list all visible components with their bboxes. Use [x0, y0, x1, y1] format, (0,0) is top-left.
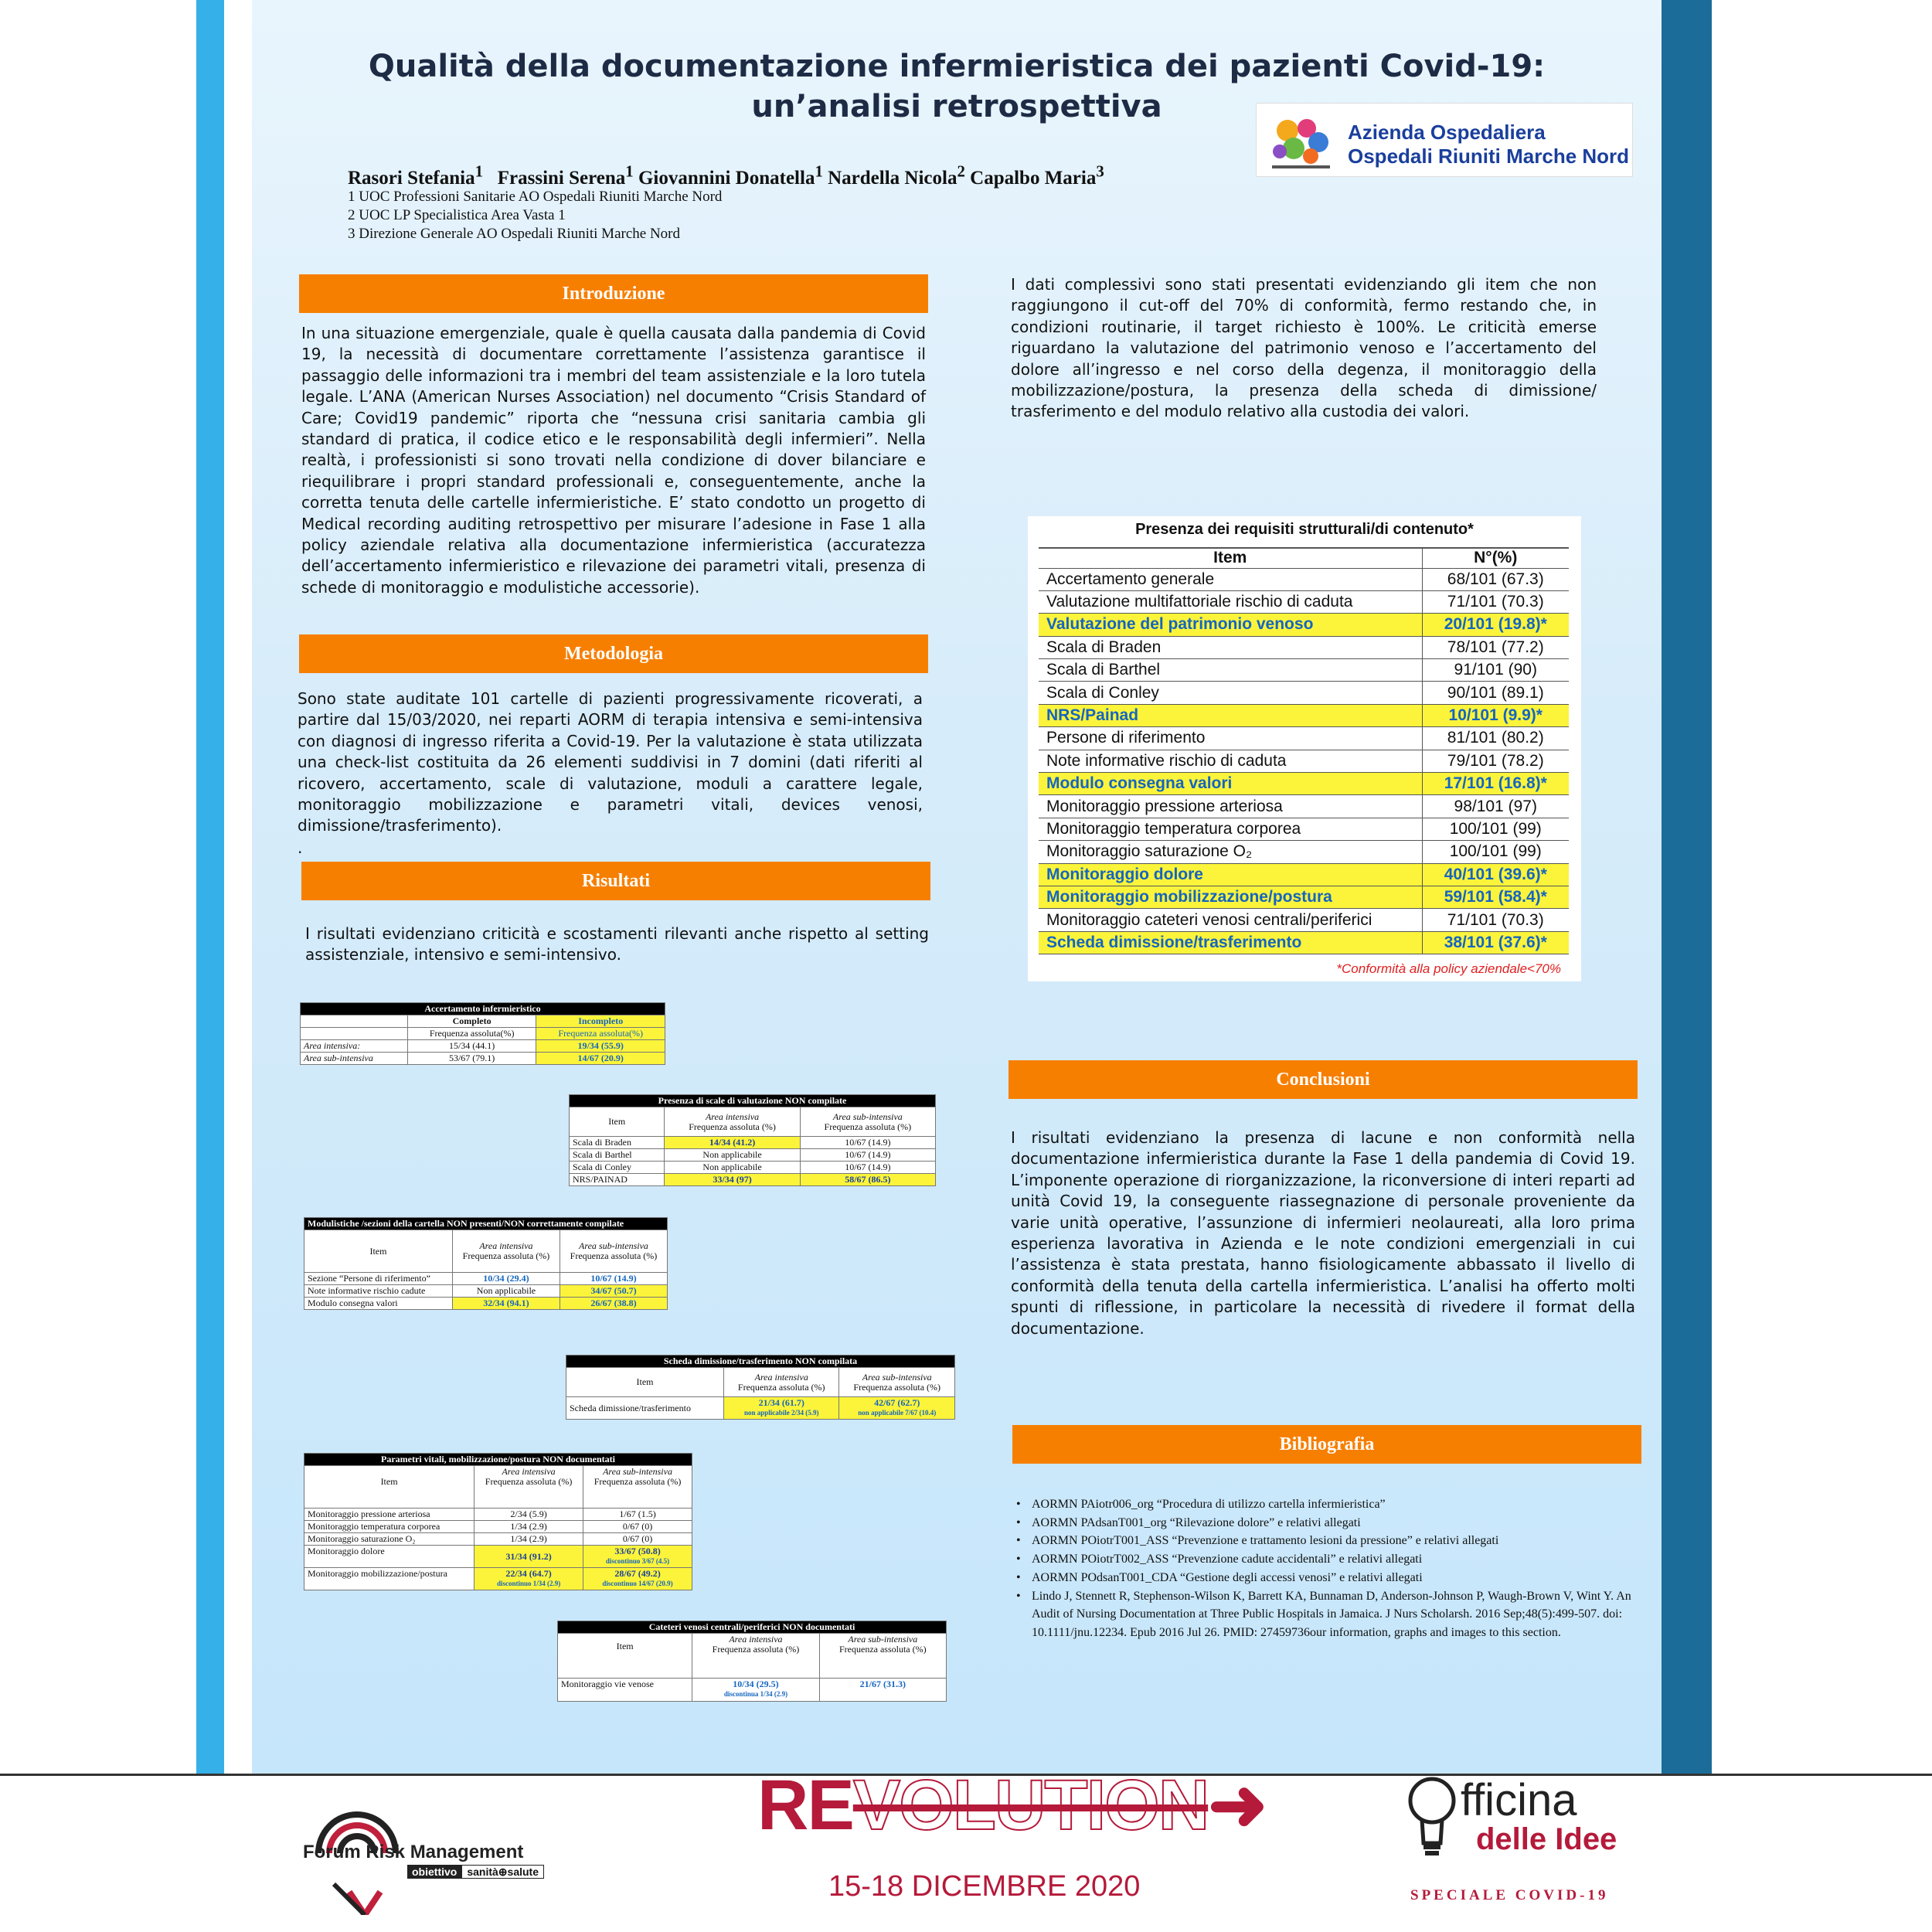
table-cell: 21/34 (61.7) [758, 1397, 804, 1408]
results-heading: Risultati [301, 862, 930, 900]
bibliography-item: • Lindo J, Stennett R, Stephenson-Wilson K, Barrett KA, Bunnaman D, Anderson-Johnson P, Waugh-Brown V, Wint Y. An Audit of Nursing Documentation at Three Public Hospitals in Jamaica. J Nurs Scholarsh. 2016 Sep;48(5):499-507. doi: 10.1111/jnu.12234. Epub 2016 Jul 26. PMID: 27459736our information, graphs and images to this section. [1016, 1587, 1642, 1642]
table-header: Area intensiva [479, 1240, 533, 1251]
table-row [304, 1298, 668, 1310]
requirements-row [1039, 659, 1569, 682]
table-cell: Scala di Braden [570, 1137, 665, 1149]
requirements-item: Scala di Barthel [1039, 659, 1422, 682]
conclusions-text: I risultati evidenziano la presenza di lacune e non conformità nella documentazione infermieristica durante la Fase 1 della pandemia di Covid 19. L’imponente operazione di riorganizzazione, la riconversione di interi reparti ad unità Covid 19, la conseguente riassegnazione di personale proveniente da varie unità operative, l’assunzione di infermieri neolaureati, alla loro prima esperienza lavorativa in Azienda e le note condizioni emergenziali in cui l’assistenza è stata prestata, hanno fisiologicamente abbassato il livello di conformità della tenuta della cartella infermieristica. L’analisi ha offerto molti spunti di riflessione, in particolare la necessità di rivedere il format della documentazione. [1011, 1128, 1635, 1338]
requirements-value: 100/101 (99) [1422, 841, 1569, 863]
poster-right-bar [1662, 0, 1712, 1774]
table-cell: 14/34 (41.2) [665, 1137, 800, 1149]
table-header: Frequenza assoluta (%) [594, 1476, 682, 1487]
table-cell: 1/34 (2.9) [474, 1533, 583, 1546]
requirements-value: 91/101 (90) [1422, 659, 1569, 682]
poster-left-bar [196, 0, 224, 1774]
event-dates: 15-18 DICEMBRE 2020 [828, 1870, 1141, 1903]
table-cateteri-venosi [557, 1621, 947, 1702]
requirements-item: Modulo consegna valori [1039, 773, 1422, 795]
requirements-item: Note informative rischio di caduta [1039, 750, 1422, 772]
lightbulb-icon [1406, 1774, 1461, 1866]
table-cell: 53/67 (79.1) [407, 1053, 536, 1065]
table-header: Frequenza assoluta (%) [737, 1381, 825, 1393]
table-row [304, 1568, 692, 1590]
table-cell: 21/67 (31.3) [819, 1679, 946, 1702]
table-row [570, 1162, 936, 1174]
revolution-logo [757, 1764, 1266, 1846]
table-cell [301, 1015, 408, 1028]
table-row [570, 1149, 936, 1162]
table-caption: Modulistiche /sezioni della cartella NON presenti/NON correttamente compilate [304, 1218, 668, 1230]
table-header: Frequenza assoluta (%) [839, 1644, 927, 1655]
requirements-item: Scala di Braden [1039, 636, 1422, 658]
table-cell-note: discontinuo 3/67 (4.5) [605, 1557, 670, 1565]
tagline-part: obiettivo [407, 1865, 461, 1879]
table-cell: 33/34 (97) [665, 1174, 800, 1186]
table-row [301, 1053, 665, 1065]
intro-heading: Introduzione [299, 274, 928, 313]
table-cell: 10/67 (14.9) [800, 1137, 935, 1149]
requirements-col-item: Item [1039, 548, 1422, 568]
revolution-logo-volution: VOLUTION [852, 1766, 1209, 1845]
requirements-value: 40/101 (39.6)* [1422, 863, 1569, 886]
table-row [304, 1273, 668, 1285]
tagline-part: sanità⊕salute [461, 1865, 544, 1879]
requirements-row [1039, 795, 1569, 818]
table-cell: Monitoraggio temperatura corporea [304, 1521, 474, 1533]
table-header: Area intensiva [729, 1634, 783, 1645]
requirements-table-title: Presenza dei requisiti strutturali/di contenuto* [1135, 521, 1474, 538]
requirements-item: Scala di Conley [1039, 682, 1422, 704]
table-cell: Monitoraggio vie venose [558, 1679, 692, 1702]
table-cell: 31/34 (91.2) [474, 1546, 583, 1568]
table-modulistiche [304, 1217, 668, 1310]
table-row [304, 1509, 692, 1521]
requirements-item: Persone di riferimento [1039, 727, 1422, 750]
table-header: Incompleto [536, 1015, 665, 1028]
requirements-row [1039, 750, 1569, 772]
table-cell: 10/34 (29.4) [452, 1273, 560, 1285]
requirements-item: NRS/Painad [1039, 704, 1422, 726]
table-header: Item [304, 1466, 474, 1509]
affiliation: 3 Direzione Generale AO Ospedali Riuniti Marche Nord [348, 226, 681, 242]
requirements-item: Monitoraggio cateteri venosi centrali/periferici [1039, 909, 1422, 931]
table-cell: 0/67 (0) [583, 1533, 692, 1546]
table-header: Completo [407, 1015, 536, 1028]
requirements-value: 100/101 (99) [1422, 818, 1569, 840]
table-cell: Scala di Conley [570, 1162, 665, 1174]
table-cell: 15/34 (44.1) [407, 1040, 536, 1053]
table-header: Frequenza assoluta (%) [824, 1121, 912, 1132]
bibliography-item: • AORMN PAiotr006_org “Procedura di utilizzo cartella infermieristica” [1016, 1495, 1642, 1514]
table-row [304, 1533, 692, 1546]
conclusions-heading: Conclusioni [1009, 1060, 1638, 1099]
requirements-row [1039, 590, 1569, 613]
officina-logo-line1: fficina [1461, 1775, 1577, 1825]
table-cell: 19/34 (55.9) [536, 1040, 665, 1053]
requirements-value: 81/101 (80.2) [1422, 727, 1569, 750]
table-accertamento [300, 1002, 665, 1065]
title-line-2: un’analisi retrospettiva [751, 89, 1162, 124]
table-cell [301, 1028, 408, 1040]
table-cell: Modulo consegna valori [304, 1298, 453, 1310]
requirements-item: Monitoraggio mobilizzazione/postura [1039, 886, 1422, 908]
table-parametri-vitali [304, 1453, 692, 1590]
requirements-row [1039, 568, 1569, 590]
table-header: Frequenza assoluta (%) [462, 1250, 550, 1261]
table-header: Item [304, 1230, 453, 1273]
requirements-row [1039, 773, 1569, 795]
author-list [348, 162, 1104, 189]
table-cell: Area sub-intensiva [301, 1053, 408, 1065]
requirements-row [1039, 863, 1569, 886]
bibliography-list [1016, 1495, 1642, 1642]
table-caption: Accertamento infermieristico [301, 1003, 665, 1015]
table-cell: 42/67 (62.7) [874, 1397, 920, 1408]
requirements-value: 71/101 (70.3) [1422, 590, 1569, 613]
requirements-value: 79/101 (78.2) [1422, 750, 1569, 772]
revolution-logo-re: RE [757, 1766, 853, 1845]
table-cell-note: discontinuo 1/34 (2.9) [496, 1580, 561, 1587]
table-cell: 28/67 (49.2) [614, 1568, 661, 1579]
table-cell: Non applicabile [665, 1149, 800, 1162]
table-cell: 58/67 (86.5) [800, 1174, 935, 1186]
table-caption: Presenza di scale di valutazione NON compilate [570, 1095, 936, 1107]
affiliation: 1 UOC Professioni Sanitarie AO Ospedali Riuniti Marche Nord [348, 189, 723, 205]
requirements-value: 90/101 (89.1) [1422, 682, 1569, 704]
table-cell: 32/34 (94.1) [452, 1298, 560, 1310]
officina-logo-line3: SPECIALE COVID-19 [1410, 1887, 1609, 1903]
table-cell: Monitoraggio dolore [304, 1546, 474, 1568]
table-cell: Non applicabile [665, 1162, 800, 1174]
requirements-value: 78/101 (77.2) [1422, 636, 1569, 658]
table-header: Item [558, 1634, 692, 1679]
table-header: Item [566, 1368, 724, 1397]
requirements-item: Accertamento generale [1039, 568, 1422, 590]
table-header: Area sub-intensiva [848, 1634, 918, 1645]
table-cell: 14/67 (20.9) [536, 1053, 665, 1065]
table-row [558, 1679, 947, 1702]
table-caption: Cateteri venosi centrali/periferici NON documentati [558, 1621, 947, 1634]
author: Frassini Serena$^1$ [497, 162, 634, 189]
requirements-row [1039, 841, 1569, 863]
bibliography-heading: Bibliografia [1012, 1425, 1641, 1464]
requirements-value: 20/101 (19.8)* [1422, 614, 1569, 636]
requirements-row [1039, 886, 1569, 908]
table-cell: 10/67 (14.9) [560, 1273, 667, 1285]
table-caption: Scheda dimissione/trasferimento NON compilata [566, 1355, 955, 1368]
affiliation: 2 UOC LP Specialistica Area Vasta 1 [348, 207, 566, 223]
logo-line-2: Ospedali Riuniti Marche Nord [1348, 145, 1630, 168]
requirements-row [1039, 818, 1569, 840]
table-cell: Monitoraggio pressione arteriosa [304, 1509, 474, 1521]
table-header: Area intensiva [705, 1111, 760, 1122]
table-caption: Parametri vitali, mobilizzazione/postura NON documentati [304, 1454, 692, 1466]
officina-logo-line2: delle Idee [1476, 1822, 1617, 1856]
author: Rasori Stefania$^1$ [348, 162, 483, 189]
table-cell: Scheda dimissione/trasferimento [566, 1397, 724, 1420]
table-cell: 0/67 (0) [583, 1521, 692, 1533]
requirements-value: 59/101 (58.4)* [1422, 886, 1569, 908]
table-cell-note: discontinuo 14/67 (20.9) [602, 1580, 673, 1587]
author: Giovannini Donatella$^1$ [638, 162, 823, 189]
table-header: Item [570, 1107, 665, 1137]
requirements-row [1039, 614, 1569, 636]
table-cell: 10/34 (29.5) [733, 1679, 779, 1689]
table-header: Area sub-intensiva [603, 1466, 672, 1477]
table-cell-note: non applicabile 7/67 (10.4) [858, 1409, 937, 1417]
requirements-row [1039, 704, 1569, 726]
table-row [566, 1397, 955, 1420]
table-cell: Area intensiva: [301, 1040, 408, 1053]
table-cell: 26/67 (38.8) [560, 1298, 667, 1310]
forum-risk-management-tagline [407, 1866, 544, 1879]
hospital-logo [1256, 103, 1633, 177]
table-row [301, 1040, 665, 1053]
requirements-value: 68/101 (67.3) [1422, 568, 1569, 590]
table-header: Frequenza assoluta (%) [712, 1644, 800, 1655]
logo-line-1: Azienda Ospedaliera [1348, 121, 1546, 144]
requirements-item: Monitoraggio dolore [1039, 863, 1422, 886]
table-header: Frequenza assoluta(%) [536, 1028, 665, 1040]
hospital-logo-icon [1264, 111, 1338, 170]
table-header: Frequenza assoluta (%) [485, 1476, 573, 1487]
hospital-logo-text [1348, 121, 1629, 168]
table-header: Frequenza assoluta (%) [570, 1250, 658, 1261]
methods-dot: . [298, 838, 303, 857]
requirements-item: Monitoraggio saturazione O₂ [1039, 841, 1422, 863]
requirements-table [1039, 547, 1569, 954]
table-cell: 22/34 (64.7) [505, 1568, 552, 1579]
requirements-row [1039, 682, 1569, 704]
table-cell: 10/67 (14.9) [800, 1149, 935, 1162]
table-cell: Monitoraggio mobilizzazione/postura [304, 1568, 474, 1590]
requirements-value: 38/101 (37.6)* [1422, 931, 1569, 954]
requirements-item: Valutazione multifattoriale rischio di caduta [1039, 590, 1422, 613]
bibliography-item: • AORMN POdsanT001_CDA “Gestione degli accessi venosi” e relativi allegati [1016, 1569, 1642, 1587]
intro-text: In una situazione emergenziale, quale è quella causata dalla pandemia di Covid 19, la necessità di documentare correttamente l’assistenza garantisce il passaggio delle informazioni tra i membri del team assistenziale e la loro tutela legale. L’ANA (American Nurses Association) nel documento “Crisis Standard of Care; Covid19 pandemic” riporta che “nessuna crisi sanitaria cambia gli standard di pratica, il codice etico e le responsabilità degli infermieri”. Nella realtà, i professionisti si sono trovati nella condizione di dover bilanciare e riequilibrare i propri standard professionali e, conseguentemente, anche la corretta tenuta delle cartelle infermieristiche. E’ stato condotto un progetto di Medical recording auditing retrospettivo per misurare l’adesione in Fase 1 alla policy aziendale relativa alla documentazione infermieristica (accuratezza dell’accertamento infermieristico e rilevazione dei parametri vitali, presenza di schede di monitoraggio e modulistiche accessorie). [301, 324, 926, 597]
requirements-row [1039, 636, 1569, 658]
table-cell: 34/67 (50.7) [560, 1285, 667, 1298]
table-row [304, 1285, 668, 1298]
table-cell: 2/34 (5.9) [474, 1509, 583, 1521]
table-cell: 33/67 (50.8) [614, 1546, 661, 1556]
table-cell: Scala di Barthel [570, 1149, 665, 1162]
table-cell: 1/34 (2.9) [474, 1521, 583, 1533]
table-row [570, 1174, 936, 1186]
table-cell: Monitoraggio saturazione O₂ [304, 1533, 474, 1546]
requirements-value: 71/101 (70.3) [1422, 909, 1569, 931]
table-cell: NRS/PAINAD [570, 1174, 665, 1186]
bibliography-item: • AORMN PAdsanT001_org “Rilevazione dolore” e relativi allegati [1016, 1514, 1642, 1532]
data-summary-text: I dati complessivi sono stati presentati evidenziando gli item che non raggiungono il cut-off del 70% di conformità, fermo restando che, in condizioni routinarie, il target richiesto è 100%. Le criticità emerse riguardano la valutazione del patrimonio venoso e l’accertamento del dolore all’ingresso e nel corso della degenza, il monitoraggio della mobilizzazione/postura, la presenza della scheda di dimissione/ trasferimento e del modulo relativo alla custodia dei valori. [1011, 275, 1597, 421]
methods-text: Sono state auditate 101 cartelle di pazienti progressivamente ricoverati, a partire dal 15/03/2020, nei reparti AORM di terapia intensiva e semi-intensiva con diagnosi di ingresso riferita a Covid-19. Per la valutazione è stata utilizzata una check-list costituita da 26 elementi suddivisi in 7 domini (dati riferiti al ricovero, accertamento, scale di valutazione, moduli a carattere legale, monitoraggio mobilizzazione e parametri vitali, devices venosi, dimissione/trasferimento). [298, 689, 923, 835]
requirements-value: 10/101 (9.9)* [1422, 704, 1569, 726]
requirements-item: Scheda dimissione/trasferimento [1039, 931, 1422, 954]
requirements-row [1039, 727, 1569, 750]
title-line-1: Qualità della documentazione infermieristica dei pazienti Covid-19: [368, 49, 1546, 84]
table-header: Frequenza assoluta (%) [689, 1121, 776, 1132]
table-header: Frequenza assoluta (%) [853, 1381, 941, 1393]
table-scheda-dimissione [566, 1355, 955, 1420]
bibliography-item: • AORMN POiotrT002_ASS “Prevenzione cadute accidentali” e relativi allegati [1016, 1550, 1642, 1569]
methods-heading: Metodologia [299, 634, 928, 673]
table-cell: 10/67 (14.9) [800, 1162, 935, 1174]
requirements-row [1039, 931, 1569, 954]
bibliography-item: • AORMN POiotrT001_ASS “Prevenzione e trattamento lesioni da pressione” e relativi allegati [1016, 1532, 1642, 1550]
requirements-note: *Conformità alla policy aziendale<70% [1336, 961, 1561, 976]
table-row [570, 1137, 936, 1149]
requirements-value: 98/101 (97) [1422, 795, 1569, 818]
results-text: I risultati evidenziano criticità e scostamenti rilevanti anche rispetto al setting assistenziale, intensivo e semi-intensivo. [305, 924, 929, 964]
poster-left-border [0, 0, 224, 1774]
table-row [304, 1546, 692, 1568]
requirements-col-value: N°(%) [1422, 548, 1569, 568]
requirements-item: Monitoraggio temperatura corporea [1039, 818, 1422, 840]
arrow-right-icon: ➜ [1208, 1766, 1267, 1845]
requirements-item: Valutazione del patrimonio venoso [1039, 614, 1422, 636]
table-cell: 1/67 (1.5) [583, 1509, 692, 1521]
author: Nardella Nicola$^2$ [828, 162, 965, 189]
table-cell-note: discontinua 1/34 (2.9) [723, 1690, 788, 1698]
forum-risk-management-name: Forum Risk Management [303, 1842, 524, 1862]
table-header: Area intensiva [754, 1371, 808, 1383]
table-header: Area sub-intensiva [862, 1371, 932, 1383]
table-scale-valutazione [569, 1094, 936, 1186]
table-row [304, 1521, 692, 1533]
requirements-table-panel [1028, 516, 1581, 981]
requirements-item: Monitoraggio pressione arteriosa [1039, 795, 1422, 818]
requirements-row [1039, 909, 1569, 931]
table-cell-note: non applicabile 2/34 (5.9) [743, 1409, 819, 1417]
requirements-value: 17/101 (16.8)* [1422, 773, 1569, 795]
author: Capalbo Maria$^3$ [970, 162, 1104, 189]
table-header: Frequenza assoluta(%) [407, 1028, 536, 1040]
table-header: Area intensiva [502, 1466, 556, 1477]
table-cell: Sezione “Persone di riferimento” [304, 1273, 453, 1285]
table-header: Area sub-intensiva [579, 1240, 648, 1251]
table-cell: Note informative rischio cadute [304, 1285, 453, 1298]
table-cell: Non applicabile [452, 1285, 560, 1298]
table-header: Area sub-intensiva [832, 1111, 903, 1122]
